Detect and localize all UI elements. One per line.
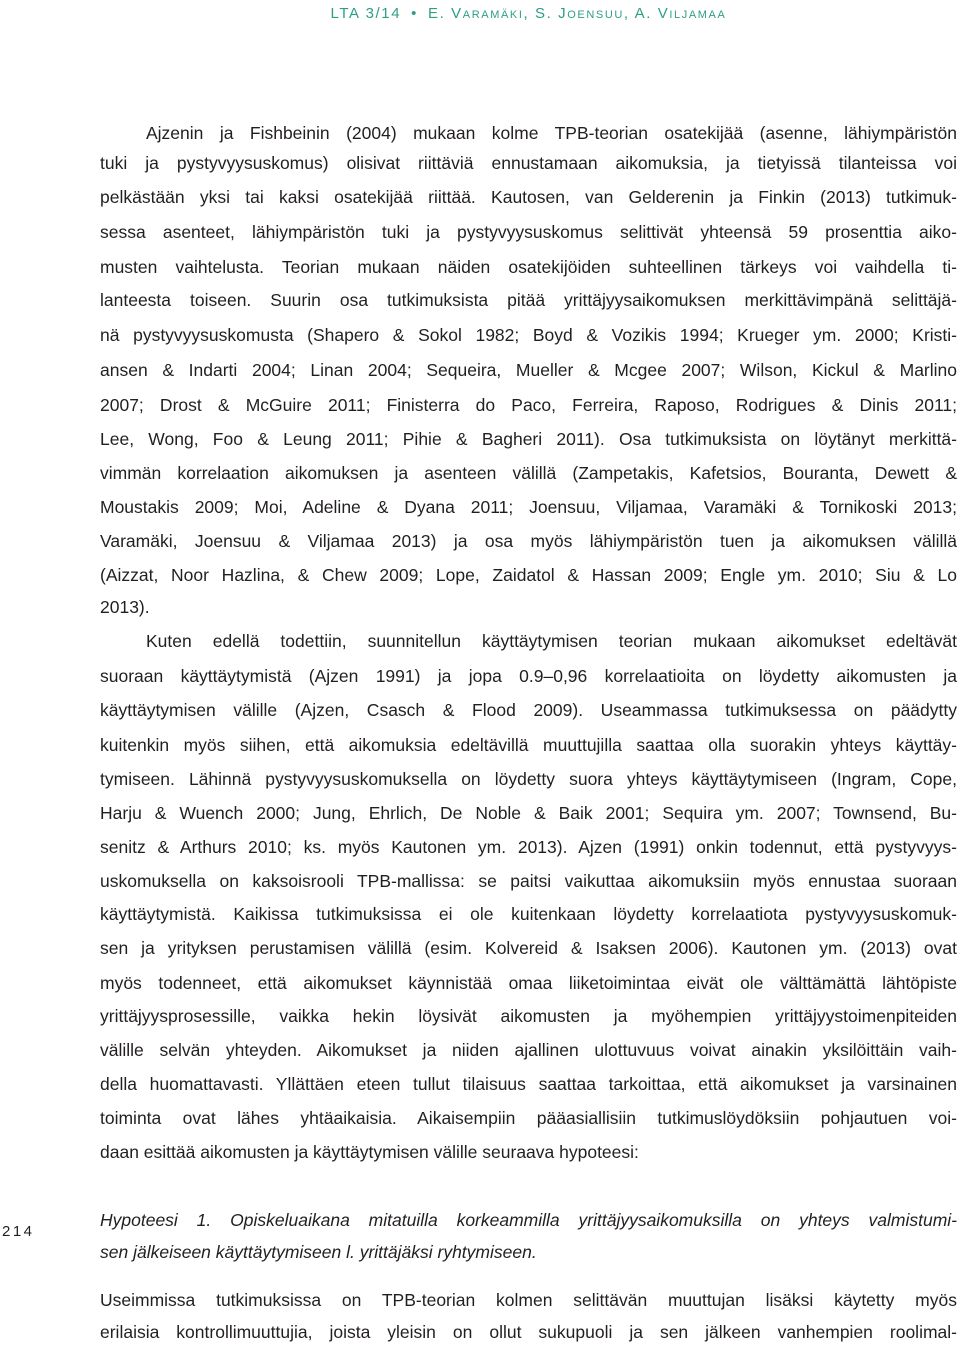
author-list: E. Varamäki, S. Joensuu, A. Viljamaa — [428, 5, 727, 22]
paragraph-line: Kuten edellä todettiin, suunnitellun käyttäytymisen teorian mukaan aikomukset edeltävät — [146, 631, 957, 651]
paragraph-line: della huomattavasti. Yllättäen eteen tullut tilaisuus saattaa tarkoittaa, että aikomukset ja varsinainen — [100, 1074, 957, 1094]
paragraph-line: suoraan käyttäytymistä (Ajzen 1991) ja jopa 0.9–0,96 korrelaatioita on löydetty aikomusten ja — [100, 666, 957, 686]
paragraph-line: 2013). — [100, 597, 150, 617]
paragraph-line: vimmän korrelaation aikomuksen ja asenteen välillä (Zampetakis, Kafetsios, Bouranta, Dewett & — [100, 463, 957, 483]
paragraph-line: erilaisia kontrollimuuttujia, joista yleisin on ollut sukupuoli ja sen jälkeen vanhempien roolimal- — [100, 1322, 957, 1342]
hypothesis-line: Hypoteesi 1. Opiskeluaikana mitatuilla korkeammilla yrittäjyysaikomuksilla on yhteys valmistumi- — [100, 1210, 957, 1230]
paragraph-line: nä pystyvyysuskomusta (Shapero & Sokol 1982; Boyd & Vozikis 1994; Krueger ym. 2000; Kristi- — [100, 325, 957, 345]
paragraph-line: myös todenneet, että aikomukset käynnistää omaa liiketoimintaa eivät ole välttämättä lähtöpiste — [100, 973, 957, 993]
paragraph-line: ansen & Indarti 2004; Linan 2004; Sequeira, Mueller & Mcgee 2007; Wilson, Kickul & Marlino — [100, 360, 957, 380]
paragraph-line: lanteesta toiseen. Suurin osa tutkimuksista pitää yrittäjyysaikomuksen merkittävimpänä selittäjä- — [100, 290, 957, 310]
paragraph-line: musten vaihtelusta. Teorian mukaan näiden osatekijöiden suhteellinen tärkeys voi vaihdella ti- — [100, 257, 957, 277]
paragraph-line: yrittäjyysprosessille, vaikka hekin löysivät aikomusten ja myöhempien yrittäjyystoimenpiteiden — [100, 1006, 957, 1026]
paragraph-line: Lee, Wong, Foo & Leung 2011; Pihie & Bagheri 2011). Osa tutkimuksista on löytänyt merkittä- — [100, 429, 957, 449]
journal-issue: LTA 3/14 — [330, 5, 402, 22]
hypothesis-line: sen jälkeiseen käyttäytymiseen l. yrittäjäksi ryhtymiseen. — [100, 1242, 537, 1262]
paragraph-line: senitz & Arthurs 2010; ks. myös Kautonen ym. 2013). Ajzen (1991) onkin todennut, että pystyvyys- — [100, 837, 957, 857]
running-header — [100, 3, 957, 25]
paragraph-line: kuitenkin myös siihen, että aikomuksia edeltävillä muuttujilla saattaa olla suorakin yhteys käyttäy- — [100, 735, 957, 755]
paragraph-line: 2007; Drost & McGuire 2011; Finisterra do Paco, Ferreira, Raposo, Rodrigues & Dinis 2011; — [100, 395, 957, 415]
paragraph-line: daan esittää aikomusten ja käyttäytymisen välille seuraava hypoteesi: — [100, 1142, 639, 1162]
paragraph-line: Varamäki, Joensuu & Viljamaa 2013) ja osa myös lähiympäristön tuen ja aikomuksen välillä — [100, 531, 957, 551]
paragraph-line: Moustakis 2009; Moi, Adeline & Dyana 2011; Joensuu, Viljamaa, Varamäki & Tornikoski 2013; — [100, 497, 957, 517]
paragraph-line: välille selvän yhteyden. Aikomukset ja niiden ajallinen ulottuvuus voivat ainakin yksilöittäin vaih- — [100, 1040, 957, 1060]
paragraph-line: tuki ja pystyvyysuskomus) olisivat riittäviä ennustamaan aikomuksia, ja tietyissä tilanteissa voi — [100, 153, 957, 173]
paragraph-line: käyttäytymisen välille (Ajzen, Csasch & Flood 2009). Useammassa tutkimuksessa on päädytty — [100, 700, 957, 720]
paragraph-line: sen ja yrityksen perustamisen välillä (esim. Kolvereid & Isaksen 2006). Kautonen ym. (2013) ovat — [100, 938, 957, 958]
paragraph-line: tymiseen. Lähinnä pystyvyysuskomuksella on löydetty suora yhteys käyttäytymiseen (Ingram, Cope, — [100, 769, 957, 789]
page-number: 214 — [2, 1223, 35, 1240]
bullet-separator: • — [411, 5, 419, 22]
paragraph-line: Ajzenin ja Fishbeinin (2004) mukaan kolme TPB-teorian osatekijää (asenne, lähiympäristön — [146, 123, 957, 143]
paragraph-line: sessa asenteet, lähiympäristön tuki ja pystyvyysuskomus selittivät yhteensä 59 prosenttia aiko- — [100, 222, 957, 242]
paragraph-line: käyttäytymistä. Kaikissa tutkimuksissa ei ole kuitenkaan löydetty korrelaatiota pystyvyysuskomuk- — [100, 904, 957, 924]
paragraph-line: Useimmissa tutkimuksissa on TPB-teorian kolmen selittävän muuttujan lisäksi käytetty myös — [100, 1290, 957, 1310]
paragraph-line: uskomuksella on kaksoisrooli TPB-mallissa: se paitsi vaikuttaa aikomuksiin myös ennustaa suoraan — [100, 871, 957, 891]
paragraph-line: toiminta ovat lähes yhtäaikaisia. Aikaisempiin pääasiallisiin tutkimuslöydöksiin pohjautuen voi- — [100, 1108, 957, 1128]
paragraph-line: pelkästään yksi tai kaksi osatekijää riittää. Kautosen, van Gelderenin ja Finkin (2013) tutkimuk- — [100, 187, 957, 207]
paragraph-line: (Aizzat, Noor Hazlina, & Chew 2009; Lope, Zaidatol & Hassan 2009; Engle ym. 2010; Siu & Lo — [100, 565, 957, 585]
paragraph-line: Harju & Wuench 2000; Jung, Ehrlich, De Noble & Baik 2001; Sequira ym. 2007; Townsend, Bu- — [100, 803, 957, 823]
